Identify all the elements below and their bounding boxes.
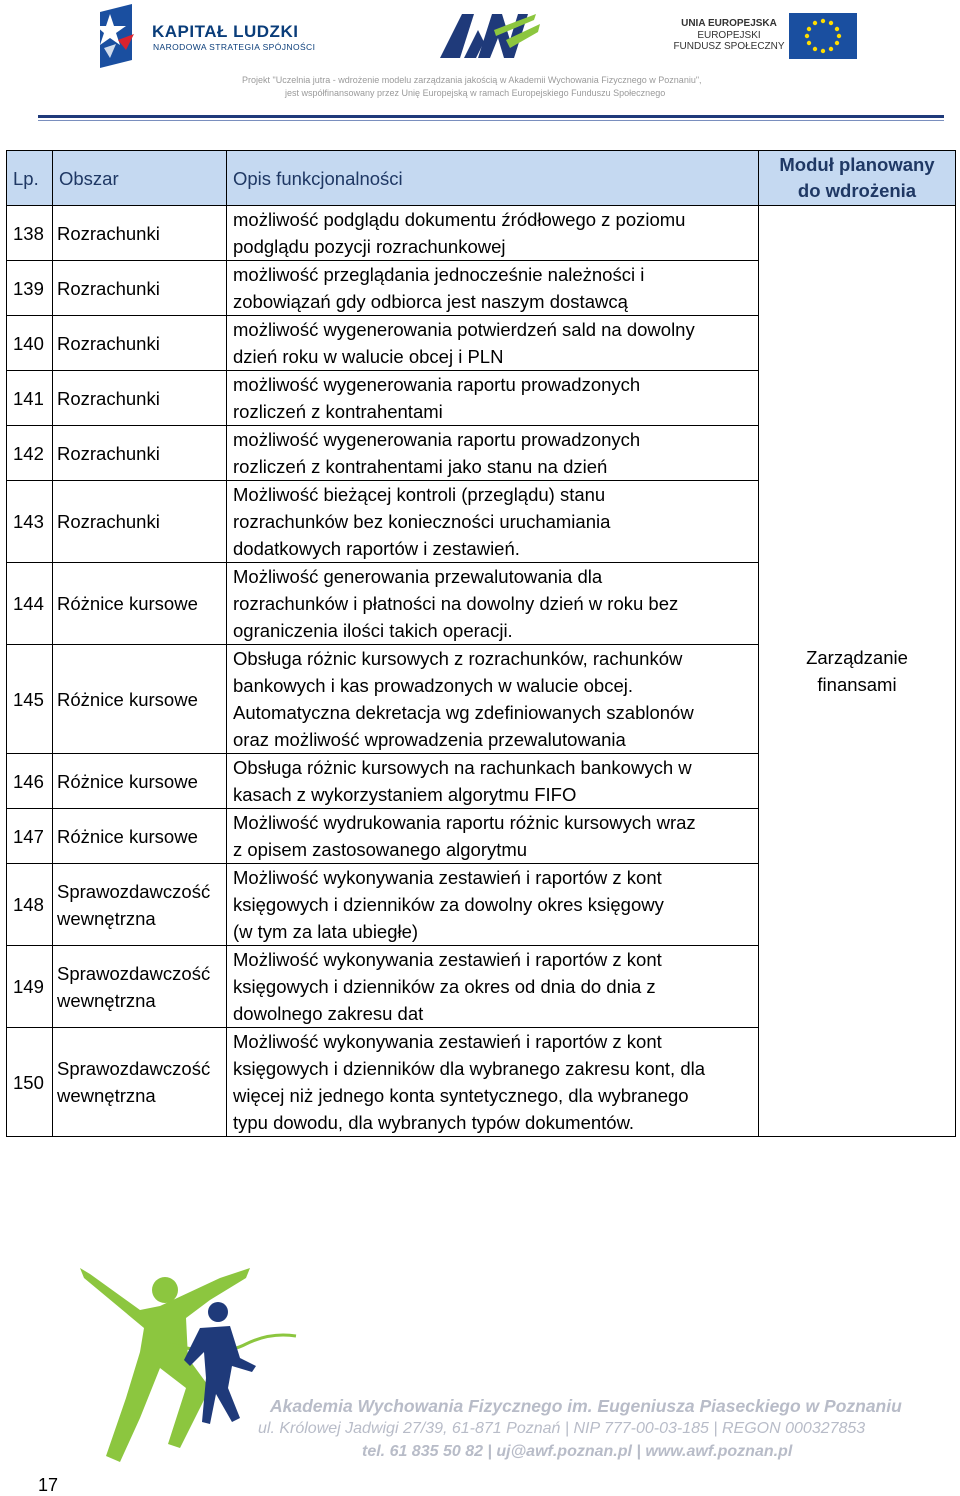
row-description-line: Możliwość wykonywania zestawień i raportów z kont bbox=[233, 1031, 662, 1052]
row-description-line: podglądu pozycji rozrachunkowej bbox=[233, 236, 506, 257]
row-description-line: zobowiązań gdy odbiorca jest naszym dostawcą bbox=[233, 291, 628, 312]
awf-logo bbox=[440, 10, 540, 60]
row-description bbox=[227, 481, 759, 563]
row-description-line: oraz możliwość wprowadzenia przewalutowania bbox=[233, 729, 626, 750]
row-description-line: możliwość wygenerowania raportu prowadzonych bbox=[233, 374, 641, 395]
row-area-line: Rozrachunki bbox=[57, 511, 160, 532]
row-area-line: Sprawozdawczość bbox=[57, 962, 211, 984]
functionality-table bbox=[6, 150, 956, 1137]
row-number: 140 bbox=[7, 316, 53, 371]
row-area-line: Rozrachunki bbox=[57, 277, 160, 299]
row-area-line: Rozrachunki bbox=[57, 387, 160, 409]
row-description bbox=[227, 426, 759, 481]
row-description bbox=[227, 371, 759, 426]
footer-institution-name: Akademia Wychowania Fizycznego im. Eugeniusza Piaseckiego w Poznaniu bbox=[270, 1396, 902, 1416]
row-description-line: dodatkowych raportów i zestawień. bbox=[233, 538, 520, 559]
row-area bbox=[53, 371, 227, 426]
row-number: 141 bbox=[7, 371, 53, 426]
row-description bbox=[227, 316, 759, 371]
row-description-line: księgowych i dzienników za dowolny okres księgowy bbox=[233, 894, 664, 915]
row-area bbox=[53, 946, 227, 1028]
row-description-line: z opisem zastosowanego algorytmu bbox=[233, 839, 528, 860]
runner-figures-graphic bbox=[60, 1248, 300, 1478]
row-area bbox=[53, 261, 227, 316]
row-description-line: kasach z wykorzystaniem algorytmu FIFO bbox=[233, 784, 577, 805]
row-area bbox=[53, 1028, 227, 1137]
row-description bbox=[227, 864, 759, 946]
row-description-line: możliwość wygenerowania raportu prowadzonych bbox=[233, 429, 641, 450]
row-area bbox=[53, 481, 227, 563]
row-number: 150 bbox=[7, 1028, 53, 1137]
row-number: 148 bbox=[7, 864, 53, 946]
row-area bbox=[53, 645, 227, 754]
row-area-line: Różnice kursowe bbox=[57, 770, 198, 792]
row-description-line: rozrachunków bez konieczności uruchamiania bbox=[233, 511, 611, 532]
col-header-modul-line-1: Moduł planowany bbox=[779, 154, 935, 175]
row-description-line: Możliwość wykonywania zestawień i raportów z kont bbox=[233, 867, 662, 888]
row-description bbox=[227, 754, 759, 809]
row-area bbox=[53, 426, 227, 481]
row-description bbox=[227, 563, 759, 645]
row-area bbox=[53, 563, 227, 645]
module-name-line: Zarządzanie bbox=[806, 647, 908, 668]
row-area-line: Rozrachunki bbox=[57, 442, 160, 464]
row-description-line: Możliwość wydrukowania raportu różnic kursowych wraz bbox=[233, 812, 696, 833]
row-description-line: możliwość przeglądania jednocześnie należności i bbox=[233, 264, 645, 285]
table-row bbox=[7, 206, 956, 261]
col-header-opis: Opis funkcjonalności bbox=[227, 151, 759, 206]
row-description-line: (w tym za lata ubiegłe) bbox=[233, 921, 419, 942]
row-area bbox=[53, 809, 227, 864]
row-description-line: rozliczeń z kontrahentami bbox=[233, 401, 443, 422]
row-description-line: bankowych i kas prowadzonych w walucie obcej. bbox=[233, 675, 634, 696]
row-description-line: dowolnego zakresu dat bbox=[233, 1003, 424, 1024]
row-number: 145 bbox=[7, 645, 53, 754]
eu-label-social-fund: FUNDUSZ SPOŁECZNY bbox=[673, 41, 785, 52]
row-description-line: Możliwość bieżącej kontroli (przeglądu) stanu bbox=[233, 484, 606, 505]
project-info-line-1: Projekt "Uczelnia jutra - wdrożenie modelu zarządzania jakością w Akademii Wychowania Fizycznego w Poznaniu", bbox=[242, 75, 702, 85]
row-number: 139 bbox=[7, 261, 53, 316]
row-description bbox=[227, 261, 759, 316]
row-area-line: Różnice kursowe bbox=[57, 825, 198, 847]
row-area-line: Różnice kursowe bbox=[57, 593, 198, 614]
module-name-line: finansami bbox=[817, 674, 897, 695]
row-number: 149 bbox=[7, 946, 53, 1028]
row-description-line: Możliwość generowania przewalutowania dla bbox=[233, 566, 603, 587]
row-description bbox=[227, 645, 759, 754]
row-area-line: Różnice kursowe bbox=[57, 688, 198, 710]
row-description-line: ograniczenia ilości takich operacji. bbox=[233, 620, 513, 641]
row-area bbox=[53, 206, 227, 261]
row-description-line: rozrachunków i płatności na dowolny dzień w roku bez bbox=[233, 593, 679, 614]
eu-label-union: UNIA EUROPEJSKA bbox=[681, 18, 777, 29]
row-description-line: dzień roku w walucie obcej i PLN bbox=[233, 346, 504, 367]
page-header bbox=[0, 0, 960, 124]
row-description-line: możliwość wygenerowania potwierdzeń sald na dowolny bbox=[233, 319, 695, 340]
col-header-modul bbox=[759, 151, 956, 206]
row-description-line: rozliczeń z kontrahentami jako stanu na dzień bbox=[233, 456, 608, 477]
row-area-line: wewnętrzna bbox=[57, 907, 156, 929]
project-info-line-2: jest współfinansowany przez Unię Europejską w ramach Europejskiego Funduszu Społecznego bbox=[285, 88, 666, 98]
row-area-line: Sprawozdawczość bbox=[57, 1058, 211, 1079]
row-number: 146 bbox=[7, 754, 53, 809]
row-description bbox=[227, 206, 759, 261]
col-header-lp: Lp. bbox=[7, 151, 53, 206]
kapital-ludzki-subtitle: NARODOWA STRATEGIA SPÓJNOŚCI bbox=[153, 42, 316, 52]
row-number: 138 bbox=[7, 206, 53, 261]
row-area-line: Rozrachunki bbox=[57, 332, 160, 354]
row-description-line: możliwość podglądu dokumentu źródłowego z poziomu bbox=[233, 209, 686, 230]
row-description bbox=[227, 1028, 759, 1137]
table-header-row bbox=[7, 151, 956, 206]
row-number: 144 bbox=[7, 563, 53, 645]
row-area-line: Rozrachunki bbox=[57, 222, 160, 244]
row-description-line: Automatyczna dekretacja wg zdefiniowanych szablonów bbox=[233, 702, 694, 723]
page-number: 17 bbox=[38, 1475, 59, 1495]
row-description bbox=[227, 809, 759, 864]
row-description bbox=[227, 946, 759, 1028]
eu-flag-icon bbox=[789, 13, 857, 59]
kapital-ludzki-title: KAPITAŁ LUDZKI bbox=[152, 22, 299, 41]
footer-address: ul. Królowej Jadwigi 27/39, 61-871 Poznań | NIP 777-00-03-185 | REGON 000327853 bbox=[258, 1420, 866, 1437]
footer-contact: tel. 61 835 50 82 | uj@awf.poznan.pl | www.awf.poznan.pl bbox=[362, 1443, 793, 1460]
row-area bbox=[53, 316, 227, 371]
row-area-line: wewnętrzna bbox=[57, 989, 156, 1011]
row-description-line: księgowych i dzienników za okres od dnia do dnia z bbox=[233, 976, 656, 997]
header-divider bbox=[38, 115, 944, 118]
row-number: 143 bbox=[7, 481, 53, 563]
row-area bbox=[53, 864, 227, 946]
row-description-line: więcej niż jednego konta syntetycznego, dla wybranego bbox=[233, 1085, 689, 1106]
eu-label-european: EUROPEJSKI bbox=[697, 30, 761, 41]
row-area bbox=[53, 754, 227, 809]
kapital-ludzki-logo bbox=[96, 4, 136, 68]
row-description-line: Obsługa różnic kursowych na rachunkach bankowych w bbox=[233, 757, 692, 778]
col-header-modul-line-2: do wdrożenia bbox=[797, 180, 917, 201]
row-description-line: Obsługa różnic kursowych z rozrachunków, rachunków bbox=[233, 648, 683, 669]
header-divider-thin bbox=[38, 120, 944, 121]
table-body bbox=[7, 206, 956, 1137]
row-description-line: typu dowodu, dla wybranych typów dokumentów. bbox=[233, 1112, 635, 1133]
row-number: 147 bbox=[7, 809, 53, 864]
row-area-line: wewnętrzna bbox=[57, 1085, 156, 1106]
row-number: 142 bbox=[7, 426, 53, 481]
row-area-line: Sprawozdawczość bbox=[57, 880, 211, 902]
col-header-obszar: Obszar bbox=[53, 151, 227, 206]
row-description-line: Możliwość wykonywania zestawień i raportów z kont bbox=[233, 949, 662, 970]
row-description-line: księgowych i dzienników dla wybranego zakresu kont, dla bbox=[233, 1058, 706, 1079]
module-cell bbox=[759, 206, 956, 1137]
